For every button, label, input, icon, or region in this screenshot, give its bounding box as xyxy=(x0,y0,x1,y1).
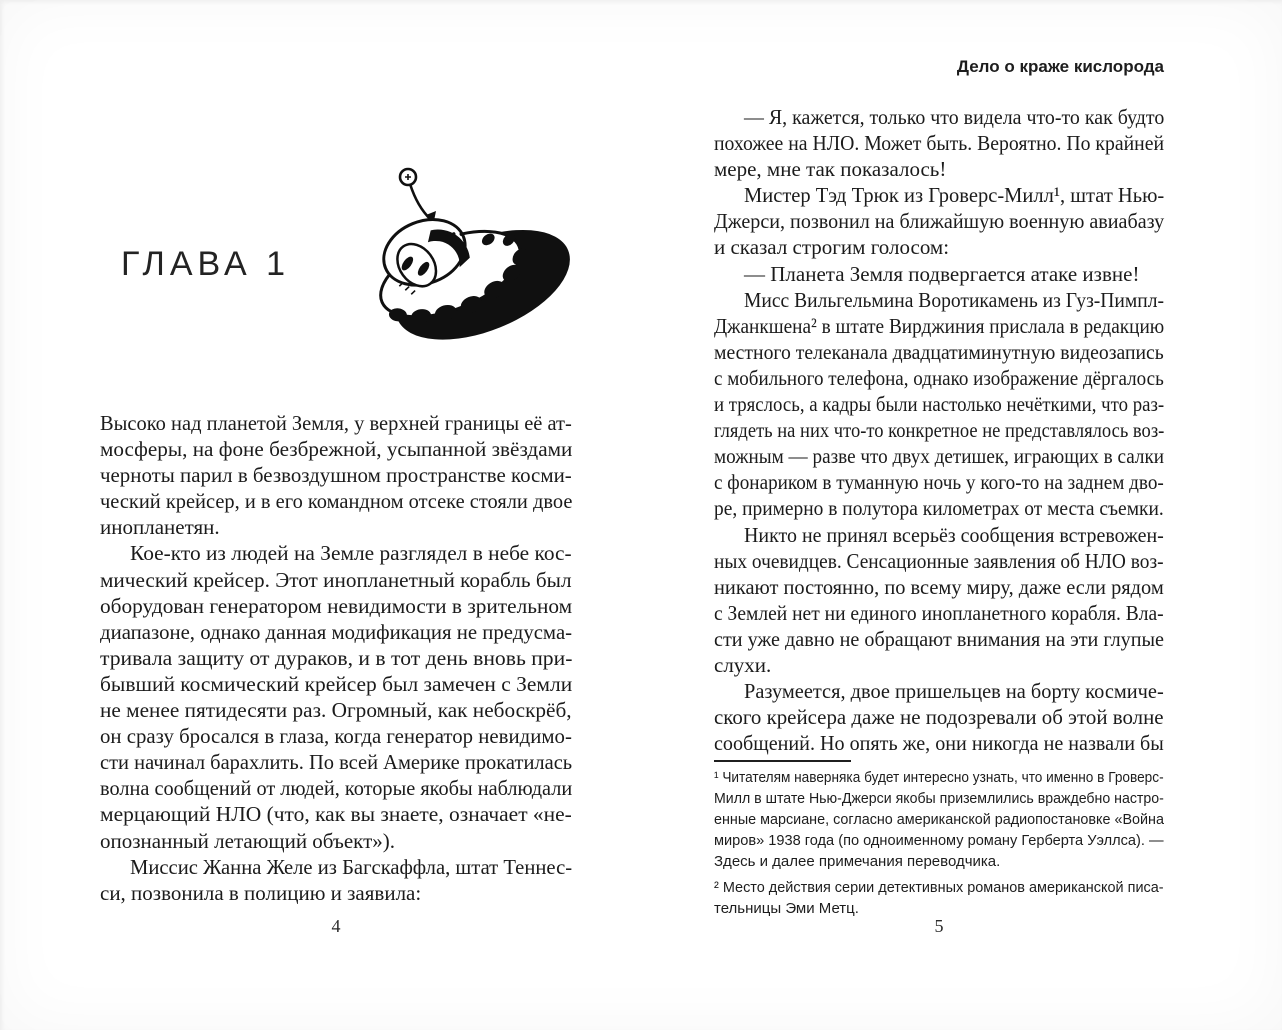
text-line: Джерси, позвонил на ближайшую военную авиабазу xyxy=(714,209,1165,234)
text-line: глядеть на них что-то конкретное не представлялось воз- xyxy=(714,418,1165,443)
text-line: волна сообщений от людей, которые якобы наблюдали xyxy=(100,776,573,801)
ufo-alien-saucer-illustration xyxy=(360,153,572,365)
text-line: местного телеканала двадцатиминутную видеозапись xyxy=(714,339,1164,364)
text-line: Разумеется, двое пришельцев на борту космиче- xyxy=(744,679,1164,704)
left-page-body xyxy=(100,410,572,906)
text-line: диапазоне, однако данная модификация не предусма- xyxy=(100,619,573,644)
text-line: опознанный летающий объект»). xyxy=(100,828,395,853)
text-line: енные марсиане, согласно американской радиопостановке «Война xyxy=(714,811,1164,828)
text-line: Здесь и далее примечания переводчика. xyxy=(714,853,1001,870)
text-line: никают постоянно, по всему миру, даже если рядом xyxy=(714,574,1164,599)
text-line: тельницы Эми Метц. xyxy=(714,900,859,917)
text-line: Милл в штате Нью-Джерси якобы приземлились враждебно настро- xyxy=(714,790,1164,807)
text-line: ческий крейсер, и в его командном отсеке стояли двое xyxy=(100,489,573,514)
text-line: сообщений. Но опять же, они никогда не назвали бы xyxy=(714,731,1164,756)
text-line: можным — разве что двух детишек, играющих в салки xyxy=(714,444,1165,469)
running-head: Дело о краже кислорода xyxy=(956,57,1164,76)
text-line: с фонариком в туманную ночь у кого-то на заднем дво- xyxy=(714,470,1164,495)
text-line: Высоко над планетой Земля, у верхней границы её ат- xyxy=(100,411,572,435)
text-line: с Землей нет ни единого инопланетного корабля. Вла- xyxy=(714,600,1164,625)
chapter-heading: ГЛАВА 1 xyxy=(121,245,291,283)
text-line: мерцающий НЛО (что, как вы знаете, означает «не- xyxy=(100,802,572,827)
right-page-body xyxy=(714,104,1164,756)
text-line: Джанкшена² в штате Вирджиния прислала в редакцию xyxy=(714,313,1165,338)
text-line: бывший космический крейсер был замечен с Земли xyxy=(100,671,573,696)
text-line: Мисс Вильгельмина Воротикамень из Гуз-Пимпл- xyxy=(744,287,1165,312)
left-page-number: 4 xyxy=(331,916,341,936)
text-line: ского крейсера даже не подозревали об этой волне xyxy=(714,705,1164,730)
text-line: — Я, кажется, только что видела что-то как будто xyxy=(744,105,1165,129)
text-line: черноты парил в безвоздушном пространстве косми- xyxy=(100,463,572,488)
text-line: ре, примерно в полутора километрах от места съемки. xyxy=(714,496,1164,521)
text-line: с мобильного телефона, однако изображение дёргалось xyxy=(714,365,1164,390)
text-line: ² Место действия серии детективных романов американской писа- xyxy=(714,879,1164,896)
footnotes xyxy=(714,767,1164,919)
text-line: слухи. xyxy=(714,652,772,677)
text-line: оборудован генератором невидимости в зрительном xyxy=(100,593,573,618)
text-line: ных очевидцев. Сенсационные заявления об НЛО воз- xyxy=(714,548,1164,573)
text-line: сти начинал барахлить. По всей Америке прокатилась xyxy=(100,750,573,775)
text-line: Мистер Тэд Трюк из Гроверс-Милл¹, штат Нью- xyxy=(744,183,1165,208)
text-line: — Планета Земля подвергается атаке извне! xyxy=(744,261,1140,286)
text-line: инопланетян. xyxy=(100,515,220,540)
text-line: и тряслось, а кадры были настолько нечёткими, что раз- xyxy=(714,392,1165,417)
text-line: и сказал строгим голосом: xyxy=(714,235,950,260)
text-line: мере, мне так показалось! xyxy=(714,157,947,182)
text-line: Никто не принял всерьёз сообщения встревожен- xyxy=(744,522,1164,547)
text-line: мосферы, на фоне безбрежной, усыпанной звёздами xyxy=(100,437,573,462)
text-line: мический крейсер. Этот инопланетный корабль был xyxy=(100,567,572,592)
footnote-separator xyxy=(714,760,851,762)
text-line: ¹ Читателям наверняка будет интересно узнать, что именно в Гроверс- xyxy=(714,769,1164,786)
text-line: похожее на НЛО. Может быть. Вероятно. По крайней xyxy=(714,131,1165,156)
text-line: миров» 1938 года (по одноименному роману Герберта Уэллса). — xyxy=(714,832,1164,849)
footnote xyxy=(714,767,1164,872)
text-line: Миссис Жанна Желе из Багскаффла, штат Теннес- xyxy=(130,854,573,879)
text-line: Кое-кто из людей на Земле разглядел в небе кос- xyxy=(130,541,572,566)
right-page-number: 5 xyxy=(934,916,944,936)
text-line: тривала защиту от дураков, и в тот день вновь при- xyxy=(100,645,573,670)
text-line: он сразу бросался в глаза, когда генератор невидимо- xyxy=(100,724,572,749)
text-line: си, позвонила в полицию и заявила: xyxy=(100,880,422,905)
text-line: не менее пятидесяти раз. Огромный, как небоскрёб, xyxy=(100,698,572,723)
text-line: сти уже давно не обращают внимания на эти глупые xyxy=(714,626,1165,651)
footnote xyxy=(714,877,1164,919)
